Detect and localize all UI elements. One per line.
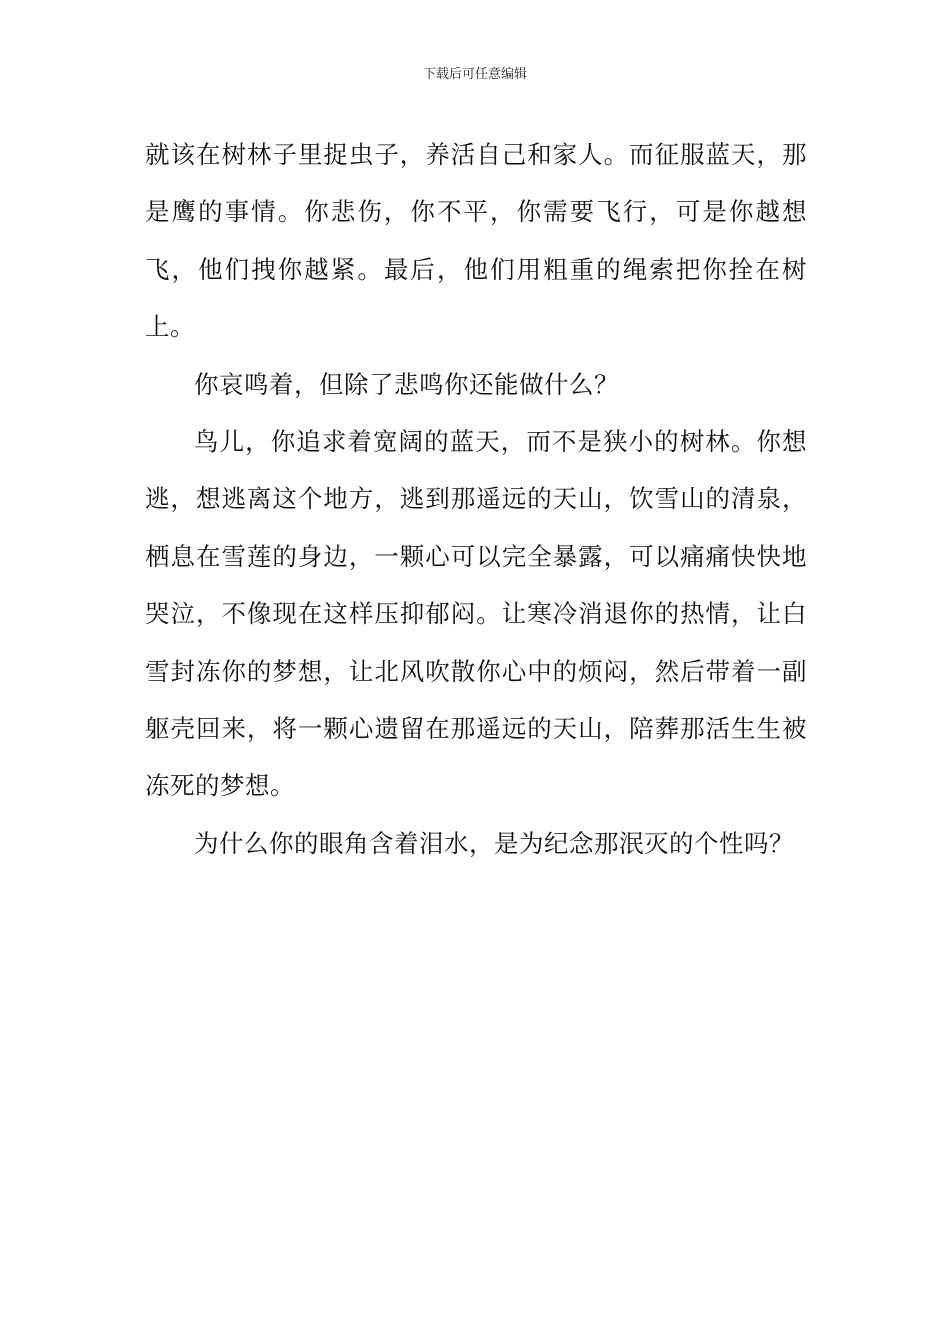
paragraph-3: 鸟儿，你追求着宽阔的蓝天，而不是狭小的树林。你想逃，想逃离这个地方，逃到那遥远的天山，饮雪山的清泉，栖息在雪莲的身边，一颗心可以完全暴露，可以痛痛快快地哭泣，不像现在这样压抑郁闷。让寒冷消退你的热情，让白雪封冻你的梦想，让北风吹散你心中的烦闷，然后带着一副躯壳回来，将一颗心遗留在那遥远的天山，陪葬那活生生被冻死的梦想。 (145, 427, 807, 801)
document-body (145, 126, 807, 872)
paragraph-2: 你哀鸣着，但除了悲鸣你还能做什么？ (194, 369, 619, 399)
paragraph-1: 就该在树林子里捉虫子，养活自己和家人。而征服蓝天，那是鹰的事情。你悲伤，你不平，你需要飞行，可是你越想飞，他们拽你越紧。最后，他们用粗重的绳索把你拴在树上。 (145, 140, 807, 342)
paragraph-4: 为什么你的眼角含着泪水，是为纪念那泯灭的个性吗？ (194, 828, 794, 858)
page-header: 下载后可任意编辑 (422, 67, 527, 82)
